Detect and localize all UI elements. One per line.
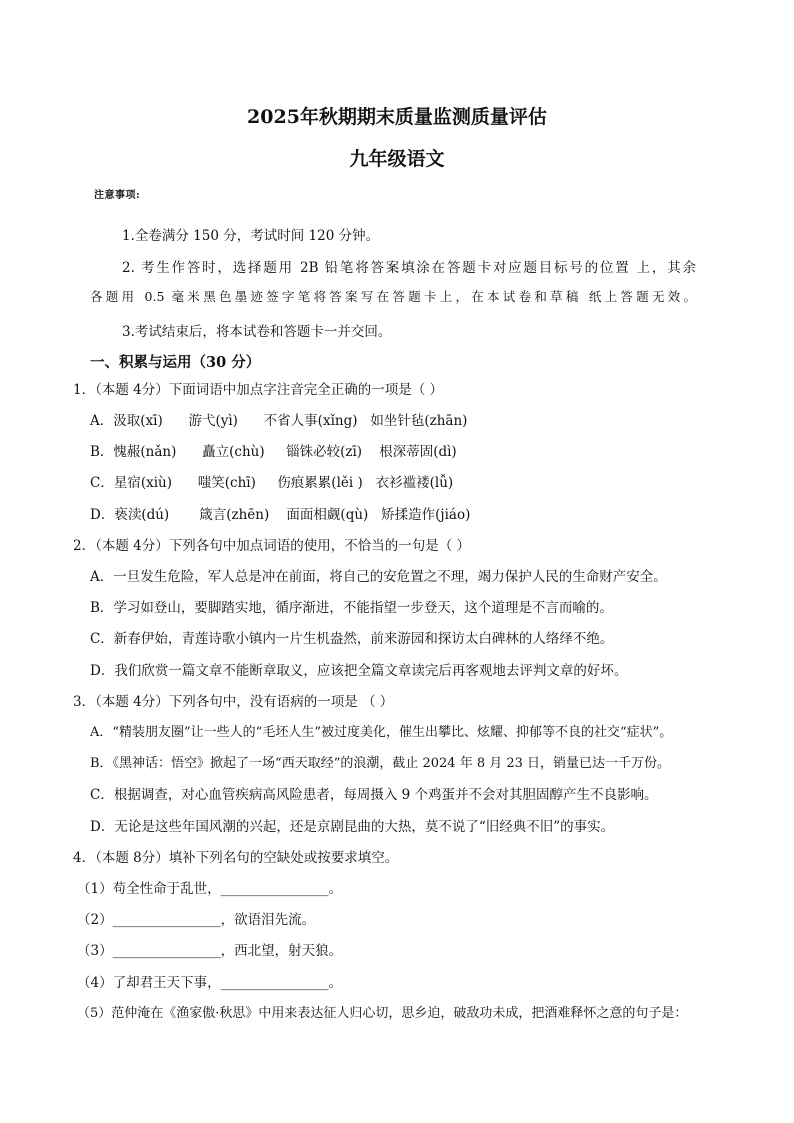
question-1-stem: 1．（本题 4分）下面词语中加点字注音完全正确的一项是（ ） (73, 382, 444, 398)
question-3-stem: 3．（本题 4分）下列各句中，没有语病的一项是 （ ） (73, 694, 394, 710)
exam-subject: 九年级语文 (349, 148, 445, 170)
question-4-item-4: （4）了却君王天下事，________________。 (77, 975, 343, 991)
question-4-item-2: （2）________________，欲语泪先流。 (77, 912, 316, 928)
question-3-option-c: C．根据调查，对心血管疾病高风险患者，每周摄入 9 个鸡蛋并不会对其胆固醇产生不良影响。 (90, 787, 658, 803)
question-2-option-c: C．新春伊始，青莲诗歌小镇内一片生机盎然，前来游园和探访太白碑林的人络绎不绝。 (90, 631, 614, 647)
question-3-option-b: B．《黑神话：悟空》掀起了一场“西天取经”的浪潮，截止 2024 年 8 月 23 日，销量已达一千万份。 (90, 756, 671, 771)
question-1-option-d: D．亵渎(dú) 箴言(zhēn) 面面相觑(qù) 矫揉造作(jiáo) (90, 507, 471, 523)
notice-label: 注意事项: (94, 190, 141, 201)
question-4-item-1: （1）苟全性命于乱世，________________。 (77, 881, 343, 897)
question-3-option-d: D．无论是这些年国风潮的兴起，还是京剧昆曲的大热，莫不说了“旧经典不旧”的事实。 (90, 819, 615, 835)
question-1-option-c: C．星宿(xiù) 嗤笑(chī) 伤痕累累(lěi ) 衣衫褴褛(lǚ) (90, 475, 454, 491)
exam-title: 2025年秋期期末质量监测质量评估 (247, 106, 547, 128)
question-2-option-b: B．学习如登山，要脚踏实地，循序渐进，不能指望一步登天，这个道理是不言而喻的。 (90, 600, 613, 616)
section-heading: 一、积累与运用（30 分） (90, 354, 261, 371)
question-4-item-3: （3）________________，西北望，射天狼。 (77, 943, 343, 959)
notice-item-2-line-1: 2. 考生作答时，选择题用 2B 铅笔将答案填涂在答题卡对应题目标号的位置 上，其余 (122, 260, 696, 276)
question-4-stem: 4．（本题 8分）填补下列名句的空缺处或按要求填空。 (73, 850, 399, 866)
question-3-option-a: A．“精装朋友圈”让一些人的“毛坯人生”被过度美化，催生出攀比、炫耀、抑郁等不良的社交“症状”。 (90, 725, 673, 740)
notice-item-1: 1.全卷满分 150 分，考试时间 120 分钟。 (122, 228, 380, 244)
question-2-option-d: D．我们欣赏一篇文章不能断章取义，应该把全篇文章读完后再客观地去评判文章的好坏。 (90, 663, 628, 679)
notice-item-2-line-2: 各题用 0.5 毫米黑色墨迹签字笔将答案写在答题卡上，在本试卷和草稿 纸上答题无效。 (90, 289, 696, 304)
question-2-stem: 2．（本题 4分）下列各句中加点词语的使用，不恰当的一句是（ ） (73, 538, 471, 554)
question-1-option-b: B．愧赧(nǎn) 矗立(chù) 锱铢必较(zī) 根深蒂固(dì) (90, 444, 457, 460)
question-2-option-a: A．一旦发生危险，军人总是冲在前面，将自己的安危置之不理，竭力保护人民的生命财产安全。 (90, 569, 667, 585)
notice-item-3: 3.考试结束后，将本试卷和答题卡一并交回。 (122, 324, 392, 340)
question-1-option-a: A．汲取(xī) 游弋(yì) 不省人事(xǐng) 如坐针毡(zhān) (90, 413, 468, 429)
question-4-item-5: （5）范仲淹在《渔家傲·秋思》中用来表达征人归心切，思乡迫，破敌功未成，把酒难释怀之意的句子是： (77, 1006, 688, 1021)
